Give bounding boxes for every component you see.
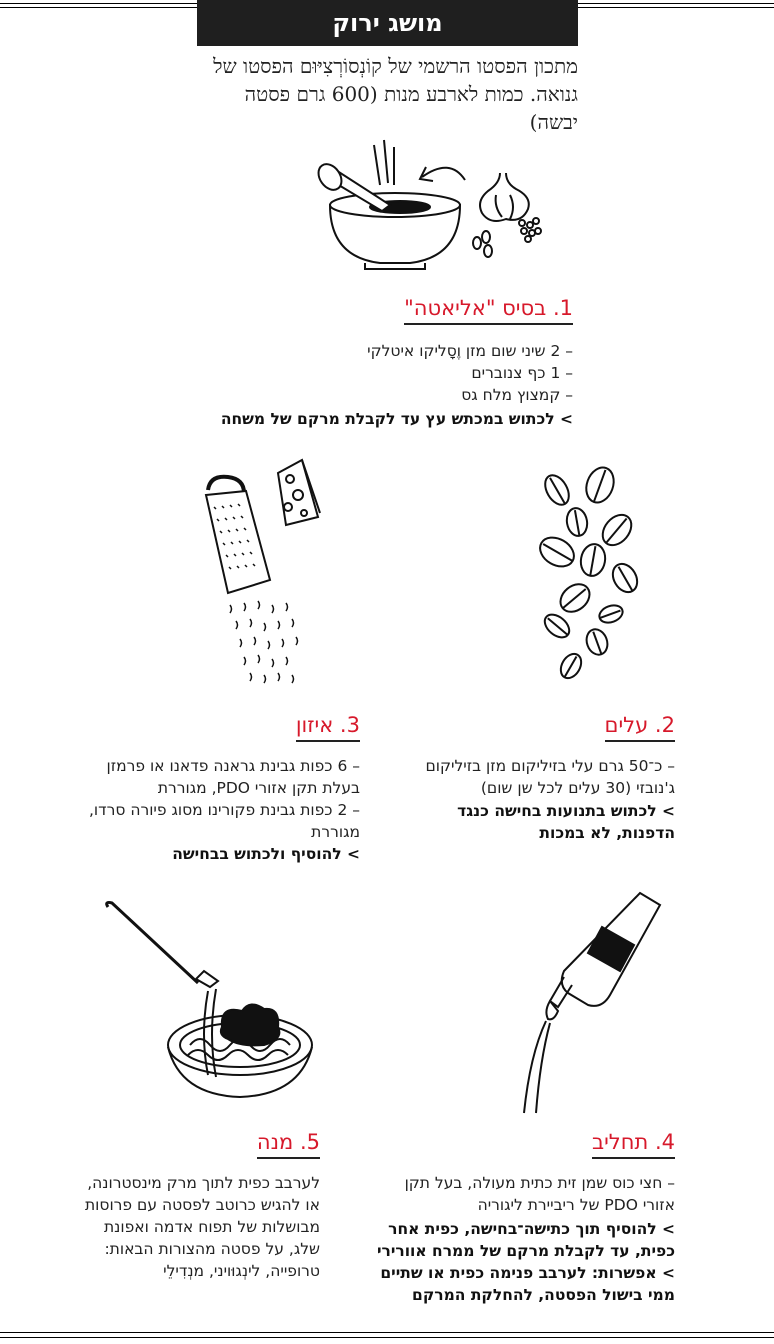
bottom-rule — [0, 1332, 774, 1333]
section-2-ingredients — [400, 755, 675, 799]
basil-leaves-icon — [535, 460, 645, 690]
section-1-instruction: > לכתוש במכתש עץ עד לקבלת מרקם של משחה — [220, 410, 573, 428]
section-3-title: 3. איזון — [296, 713, 360, 742]
oil-bottle-icon — [510, 885, 670, 1115]
fork-icon — [107, 903, 218, 988]
ingredient: – 2 כפות גבינת פקורינו מסוג פיורה סרדו, מגוררת — [88, 801, 360, 841]
section-5-body: לערבב כפית לתוך מרק מינסטרונה, או להגיש כרוטב לפסטה עם פרוסות מבושלות של תפוח אדמה ואפונת שלג, על פסטה מהצורות הבאות: טרופייה, לינְגוּויני, מנְדִילֵי — [84, 1174, 320, 1280]
cheese-icon — [278, 460, 320, 525]
pasta-bowl-icon — [100, 895, 340, 1105]
bottom-rule-2 — [0, 1337, 774, 1338]
section-4-ingredients — [375, 1172, 675, 1216]
ingredient: – 1 כף צנוברים — [471, 364, 573, 382]
section-1-ingredients — [213, 340, 573, 406]
section-4-instruction: > להוסיף תוך כתישה־בחישה, כפית אחר כפית, עד לקבלת מרקם של ממרח אוורירי > אפשרות: לערבב פנימה כפית או שתיים ממי בישול הפסטה, להחלקת המרקם — [376, 1220, 675, 1304]
section-3-ingredients — [75, 755, 360, 843]
intro-text: מתכון הפסטו הרשמי של קוֹנְסוֹרְצִיּוּם הפסטו של גנואה. כמות לארבע מנות (600 גרם פסטה יבשה) — [213, 54, 578, 134]
grater-icon — [200, 455, 340, 690]
section-1-title: 1. בסיס "אליאטה" — [404, 296, 573, 325]
section-2-title: 2. עלים — [605, 713, 675, 742]
ingredient: – 2 שיני שום מזן וֶסָליקו איטלקי — [367, 342, 573, 360]
garlic-icon — [473, 173, 541, 257]
shreds — [230, 601, 298, 683]
section-2-instruction: > לכתוש בתנועות בחישה כנגד הדפנות, לא במכות — [457, 802, 675, 842]
mortar-icon — [310, 135, 550, 275]
section-4-title: 4. תחליב — [592, 1130, 675, 1159]
section-5-title: 5. מנה — [257, 1130, 320, 1159]
ingredient: – 6 כפות גבינת גראנה פדאנו או פרמזן בעלת תקן אזורי PDO, מגוררת — [106, 757, 360, 797]
section-3-instruction: > להוסיף ולכתוש בבחישה — [172, 845, 360, 863]
ingredient: – קמצוץ מלח גס — [461, 386, 573, 404]
page-title: מושג ירוק — [197, 0, 578, 46]
ingredient: – חצי כוס שמן זית כתית מעולה, בעל תקן אזורי PDO של ריביירת ליגוריה — [404, 1174, 675, 1214]
ingredient: – כ־50 גרם עלי בזיליקום מזן בזיליקום ג'נובזי (30 עלים לכל שן שום) — [425, 757, 675, 797]
